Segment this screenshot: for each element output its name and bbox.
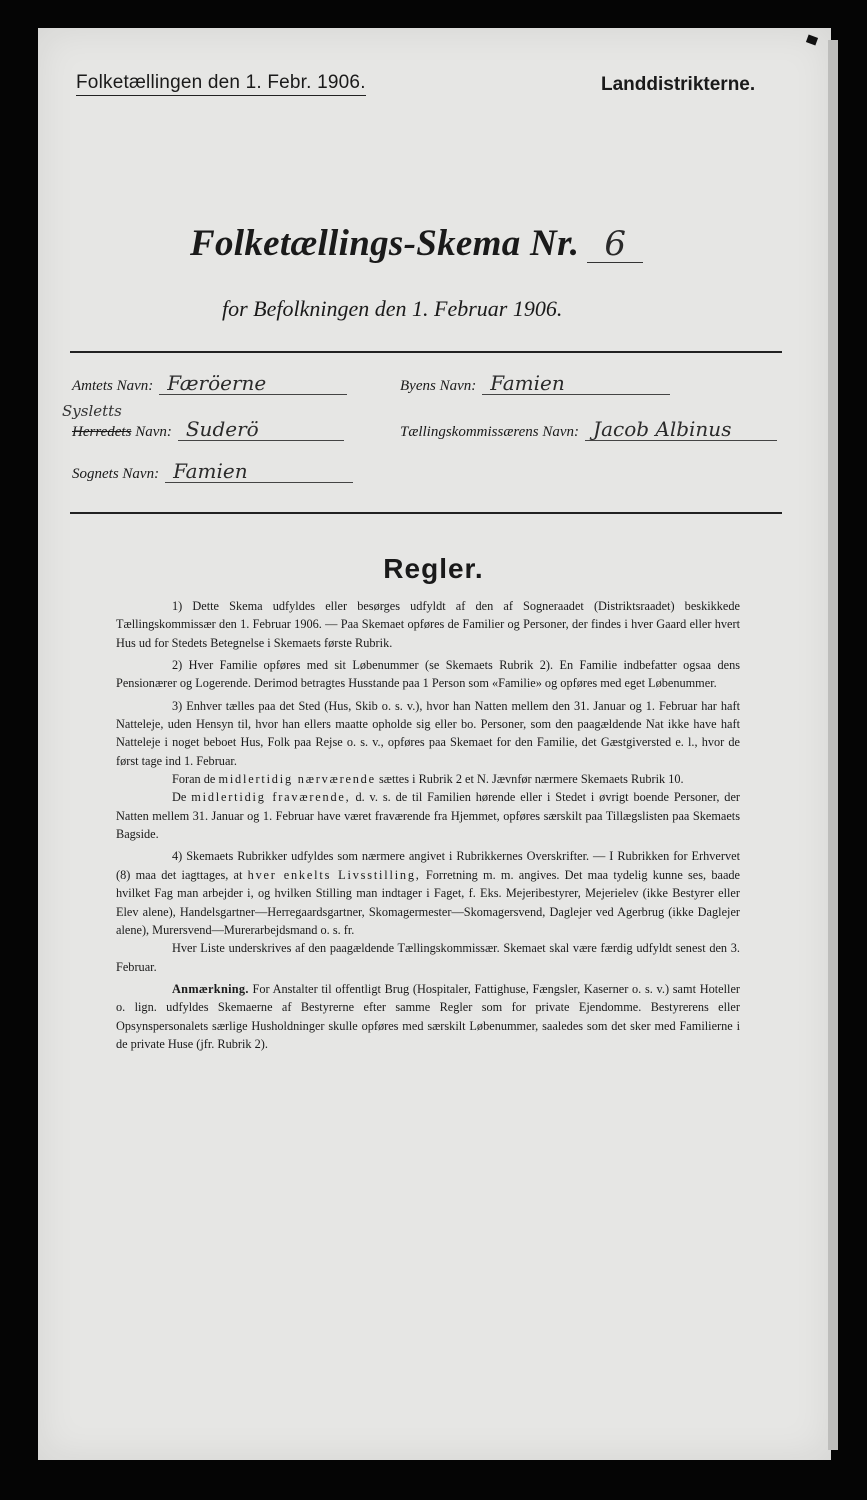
- field-kommissaer-label: Tællingskommissærens Navn:: [400, 424, 580, 440]
- rules-heading: Regler.: [383, 553, 484, 584]
- field-by-value: Famien: [482, 372, 670, 395]
- field-kommissaer: [400, 418, 777, 441]
- rule-4-spaced: hver enkelts Livsstilling,: [247, 867, 421, 882]
- rule-1: 1) Dette Skema udfyldes eller besørges udfyldt af den af Sogneraadet (Distriktsraadet) beskikkede Tællingskommissær den 1. Februar 1906. — Paa Skemaet opføres de Familier og Personer, der findes i hver Gaard eller hvert Hus ud for Stedets Betegnelse i Skemaets første Rubrik.: [116, 599, 740, 650]
- rule-note: [116, 980, 740, 1053]
- rule-3c: [116, 788, 740, 843]
- rule-3c-pre: De: [172, 790, 187, 805]
- rule-4: [116, 847, 740, 939]
- rule-3c-spaced: midlertidig fraværende,: [191, 790, 351, 805]
- field-by: [400, 372, 670, 395]
- rule-3b-spaced: midlertidig nærværende: [218, 772, 376, 787]
- field-herred-label: [72, 424, 172, 441]
- field-sogn-value: Famien: [165, 460, 353, 483]
- field-herred: [72, 418, 344, 441]
- field-kommissaer-value: Jacob Albinus: [585, 418, 777, 441]
- rule-3c-post: d. v. s. de til Familien hørende eller i Stedet i øvrigt boende Personer, der Natten mellem 31. Januar og 1. Februar have været fraværende fra Hjemmet, opføres særskilt paa Tillægslisten paa Skemaets Bagside.: [116, 790, 741, 842]
- rule-3b-post: sættes i Rubrik 2 et N. Jævnfør nærmere Skemaets Rubrik 10.: [378, 772, 684, 787]
- rules-body: [116, 597, 740, 1057]
- bottom-divider: [70, 512, 782, 514]
- form-subtitle: for Befolkningen den 1. Februar 1906.: [222, 296, 563, 321]
- form-title: [190, 222, 643, 265]
- rule-note-text: For Anstalter til offentligt Brug (Hospitaler, Fattighuse, Fængsler, Kaserner o. s. v.) samt Hoteller o. lign. udfyldes Skemaerne af Bestyrerne efter samme Regler som for private Ejendomme. Bestyrerens eller Opsynspersonalets særlige Husholdninger skulle opføres med særskilt Løbenummer, saaledes som det sker med Familierne i de private Huse (jfr. Rubrik 2).: [116, 981, 740, 1051]
- field-sogn: [72, 460, 353, 483]
- header-district-type: Landdistrikterne.: [601, 74, 756, 95]
- form-title-text: Folketællings-Skema Nr.: [190, 223, 580, 264]
- field-herred-label-struck: Herredets: [72, 424, 132, 440]
- rule-3b: [116, 770, 740, 788]
- rule-4-pre: 4) Skemaets Rubrikker udfyldes som nærmere angivet i Rubrikkernes Overskrifter. — I Rubrikken for Erhvervet (8) maa det iagttages, at: [116, 849, 740, 882]
- header-census-date: Folketællingen den 1. Febr. 1906.: [76, 72, 366, 96]
- field-herred-value: Suderö: [178, 418, 344, 441]
- rule-note-label: Anmærkning.: [172, 981, 249, 996]
- form-number-handwritten: 6: [587, 226, 643, 263]
- field-amt-label: Amtets Navn:: [72, 378, 154, 394]
- field-herred-overwrite: Sysletts: [62, 402, 122, 420]
- field-sogn-label: Sognets Navn:: [72, 466, 160, 482]
- rule-3: 3) Enhver tælles paa det Sted (Hus, Skib o. s. v.), hvor han Natten mellem den 31. Januar og 1. Februar har haft Natteleje, uden Hensyn til, hvor han ellers maatte opholde sig eller bo. Personer, som den paagældende Nat ikke have haft Natteleje i noget beboet Hus, Folk paa Rejse o. s. v., opføres paa Skemaet for den Familie, det Gæstgiversted e. l., hvor de først tage ind 1. Februar.: [116, 698, 740, 768]
- field-by-label: Byens Navn:: [400, 378, 477, 394]
- top-divider: [70, 351, 782, 353]
- field-amt: [72, 372, 347, 395]
- sheet-edge: [828, 40, 838, 1450]
- rule-3b-pre: Foran de: [172, 772, 216, 787]
- field-herred-label-rest: Navn:: [135, 424, 172, 440]
- rule-2: 2) Hver Familie opføres med sit Løbenummer (se Skemaets Rubrik 2). En Familie indbefatter ogsaa dens Pensionærer og Logerende. Derimod betragtes Husstande paa 1 Person som «Familie» og opføres med eget Løbenummer.: [116, 658, 740, 691]
- rule-5: Hver Liste underskrives af den paagældende Tællingskommissær. Skemaet skal være færdig udfyldt senest den 3. Februar.: [116, 941, 740, 974]
- rule-4-post: Forretning m. m. angives. Det maa tydelig kunne ses, baade hvilket Fag man arbejder i, og hvilken Stilling man indtager i Faget, f. Eks. Mejeribestyrer, Mejerielev (ikke Bestyrer eller Elev alene), Handelsgartner—Herregaardsgartner, Skomagermester—Skomagersvend, Daglejer ved Agerbrug (ikke Daglejer alene), Murersvend—Murerarbejdsmand o. s. fr.: [116, 867, 741, 937]
- field-amt-value: Færöerne: [159, 372, 347, 395]
